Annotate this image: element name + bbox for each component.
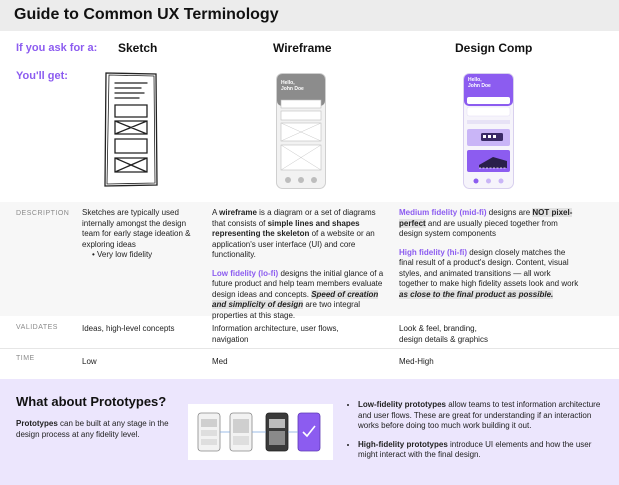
design-comp-illustration [463,73,514,194]
sketch-time: Low [82,357,97,366]
title-bar [0,0,619,31]
sketch-validates: Ideas, high-level concepts [82,324,175,333]
column-heading-wireframe: Wireframe [273,41,332,55]
ask-label: If you ask for a: [16,42,98,54]
row-divider [0,348,619,349]
prototype-flow-illustration [188,404,333,460]
column-heading-design-comp: Design Comp [455,41,533,55]
time-label: TIME [16,355,35,362]
sketch-description: Sketches are typically used internally amongst the design team for early stage ideation & exploring ideas • Very low fidelity [82,208,191,259]
wireframe-description: A wireframe is a diagram or a set of diagrams that consists of simple lines and shapes representing the skeleton of a website or an application's user interface (UI) and core functionality. Low fidelity (lo-fi) designs the initial glance of a future product and help team members evaluate design ideas and concepts. Speed of creation and simplicity of design are two integral properties at this stage. [212,208,384,320]
design-comp-greeting: Hello, John Doe [468,77,491,89]
wireframe-validates: Information architecture, user flows, navigation [212,324,339,344]
column-heading-sketch: Sketch [118,41,158,55]
wireframe-time: Med [212,357,228,366]
list-item: • High-fidelity prototypes introduce UI elements and how the user might interact with the final design. [358,440,612,461]
sketch-illustration [103,71,159,193]
description-label: DESCRIPTION [16,210,70,217]
prototypes-title: What about Prototypes? [16,394,167,409]
validates-label: VALIDATES [16,324,58,331]
design-comp-time: Med-High [399,357,434,366]
wireframe-greeting: Hello, John Doe [281,80,304,92]
page-title: Guide to Common UX Terminology [14,6,279,23]
prototypes-body: Prototypes can be built at any stage in the design process at any fidelity level. [16,419,169,439]
design-comp-description: Medium fidelity (mid-fi) designs are NOT pixel-perfect and are usually pieced together from design system components High fidelity (hi-fi) design closely matches the final result of a product's design. Content, visual styles, and animated transitions — all work together to make high fidelity assets look and work as close to the final product as possible. [399,208,579,299]
prototype-bullets [350,400,612,469]
list-item: • Low-fidelity prototypes allow teams to test information architecture and user flows. These are great for understanding if an interaction works before doing too much work building it out. [358,400,612,432]
get-label: You'll get: [16,70,68,82]
design-comp-validates: Look & feel, branding, design details & graphics [399,324,488,344]
